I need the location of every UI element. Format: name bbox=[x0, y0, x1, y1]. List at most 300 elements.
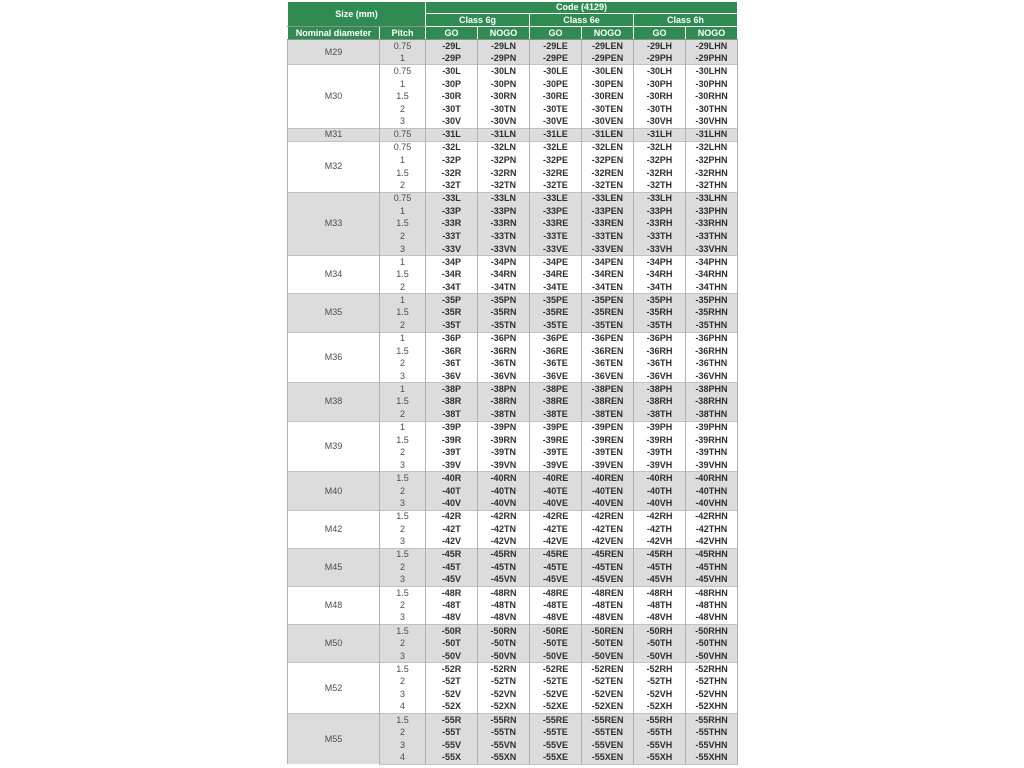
code-cell: -32TH bbox=[634, 179, 686, 192]
code-cell: -34PN bbox=[478, 256, 530, 269]
header-size-mm: Size (mm) bbox=[288, 2, 426, 27]
table-row bbox=[288, 65, 738, 78]
code-cell: -55XE bbox=[530, 752, 582, 765]
size-cell: M52 bbox=[288, 663, 380, 714]
pitch-cell: 2 bbox=[380, 357, 426, 370]
code-cell: -40RH bbox=[634, 472, 686, 485]
code-cell: -39VN bbox=[478, 459, 530, 472]
pitch-cell: 1.5 bbox=[380, 510, 426, 523]
code-cell: -52RH bbox=[634, 663, 686, 676]
code-cell: -30TN bbox=[478, 103, 530, 116]
code-cell: -32PN bbox=[478, 154, 530, 167]
pitch-cell: 3 bbox=[380, 459, 426, 472]
code-cell: -33LE bbox=[530, 192, 582, 205]
code-cell: -48T bbox=[426, 599, 478, 612]
code-cell: -48RE bbox=[530, 586, 582, 599]
code-cell: -39PN bbox=[478, 421, 530, 434]
code-cell: -30TH bbox=[634, 103, 686, 116]
code-cell: -50R bbox=[426, 625, 478, 638]
code-cell: -55TH bbox=[634, 726, 686, 739]
code-cell: -45VHN bbox=[686, 574, 738, 587]
code-cell: -30L bbox=[426, 65, 478, 78]
code-cell: -33VH bbox=[634, 243, 686, 256]
code-cell: -29PN bbox=[478, 52, 530, 65]
code-cell: -33VEN bbox=[582, 243, 634, 256]
pitch-cell: 1 bbox=[380, 421, 426, 434]
code-cell: -45VEN bbox=[582, 574, 634, 587]
code-cell: -55V bbox=[426, 739, 478, 752]
pitch-cell: 1.5 bbox=[380, 345, 426, 358]
pitch-cell: 2 bbox=[380, 485, 426, 498]
pitch-cell: 1.5 bbox=[380, 90, 426, 103]
code-cell: -48REN bbox=[582, 586, 634, 599]
code-cell: -36PE bbox=[530, 332, 582, 345]
code-cell: -31LN bbox=[478, 129, 530, 142]
code-cell: -39RH bbox=[634, 434, 686, 447]
code-cell: -36VEN bbox=[582, 370, 634, 383]
code-cell: -35RE bbox=[530, 307, 582, 320]
pitch-cell: 1.5 bbox=[380, 472, 426, 485]
pitch-cell: 3 bbox=[380, 739, 426, 752]
code-cell: -36VN bbox=[478, 370, 530, 383]
code-cell: -39RN bbox=[478, 434, 530, 447]
code-cell: -38PH bbox=[634, 383, 686, 396]
code-cell: -42TN bbox=[478, 523, 530, 536]
code-cell: -36REN bbox=[582, 345, 634, 358]
table-row bbox=[288, 294, 738, 307]
code-cell: -29L bbox=[426, 40, 478, 53]
code-cell: -42R bbox=[426, 510, 478, 523]
code-cell: -32T bbox=[426, 179, 478, 192]
code-cell: -55XEN bbox=[582, 752, 634, 765]
code-cell: -50V bbox=[426, 650, 478, 663]
code-cell: -42VN bbox=[478, 536, 530, 549]
code-cell: -30VEN bbox=[582, 116, 634, 129]
code-cell: -33PE bbox=[530, 205, 582, 218]
code-cell: -33RN bbox=[478, 218, 530, 231]
code-cell: -32LE bbox=[530, 141, 582, 154]
code-cell: -52XHN bbox=[686, 701, 738, 714]
code-cell: -50VE bbox=[530, 650, 582, 663]
code-cell: -32THN bbox=[686, 179, 738, 192]
code-cell: -55TN bbox=[478, 726, 530, 739]
code-cell: -38REN bbox=[582, 396, 634, 409]
code-cell: -34RN bbox=[478, 268, 530, 281]
code-cell: -50RHN bbox=[686, 625, 738, 638]
code-cell: -32L bbox=[426, 141, 478, 154]
code-cell: -55XH bbox=[634, 752, 686, 765]
code-cell: -39T bbox=[426, 447, 478, 460]
code-cell: -30RN bbox=[478, 90, 530, 103]
code-cell: -32TE bbox=[530, 179, 582, 192]
table-row bbox=[288, 192, 738, 205]
pitch-cell: 3 bbox=[380, 116, 426, 129]
code-cell: -42VEN bbox=[582, 536, 634, 549]
table-row bbox=[288, 510, 738, 523]
pitch-cell: 3 bbox=[380, 574, 426, 587]
code-cell: -30LN bbox=[478, 65, 530, 78]
code-cell: -34REN bbox=[582, 268, 634, 281]
pitch-cell: 1 bbox=[380, 383, 426, 396]
code-cell: -55TEN bbox=[582, 726, 634, 739]
code-cell: -48TEN bbox=[582, 599, 634, 612]
code-cell: -39REN bbox=[582, 434, 634, 447]
pitch-cell: 2 bbox=[380, 726, 426, 739]
code-cell: -52TN bbox=[478, 675, 530, 688]
pitch-cell: 1 bbox=[380, 256, 426, 269]
table-row bbox=[288, 586, 738, 599]
code-cell: -35PH bbox=[634, 294, 686, 307]
code-cell: -33P bbox=[426, 205, 478, 218]
header-pitch: Pitch bbox=[380, 27, 426, 40]
code-cell: -32PE bbox=[530, 154, 582, 167]
code-cell: -50REN bbox=[582, 625, 634, 638]
code-cell: -55THN bbox=[686, 726, 738, 739]
pitch-cell: 0.75 bbox=[380, 129, 426, 142]
code-cell: -35R bbox=[426, 307, 478, 320]
code-cell: -48VE bbox=[530, 612, 582, 625]
code-cell: -33VN bbox=[478, 243, 530, 256]
pitch-cell: 4 bbox=[380, 701, 426, 714]
code-cell: -48TE bbox=[530, 599, 582, 612]
code-cell: -42RHN bbox=[686, 510, 738, 523]
code-cell: -32REN bbox=[582, 167, 634, 180]
code-cell: -31L bbox=[426, 129, 478, 142]
code-cell: -48V bbox=[426, 612, 478, 625]
header-go-6e: GO bbox=[530, 27, 582, 40]
code-cell: -50TE bbox=[530, 637, 582, 650]
code-cell: -33T bbox=[426, 230, 478, 243]
code-cell: -40VE bbox=[530, 497, 582, 510]
code-cell: -55XHN bbox=[686, 752, 738, 765]
code-cell: -30LH bbox=[634, 65, 686, 78]
code-cell: -36V bbox=[426, 370, 478, 383]
code-cell: -39RHN bbox=[686, 434, 738, 447]
code-cell: -52XE bbox=[530, 701, 582, 714]
code-cell: -31LH bbox=[634, 129, 686, 142]
code-cell: -30PEN bbox=[582, 78, 634, 91]
code-cell: -45TE bbox=[530, 561, 582, 574]
code-cell: -30VE bbox=[530, 116, 582, 129]
code-cell: -32TEN bbox=[582, 179, 634, 192]
table-row bbox=[288, 714, 738, 727]
code-cell: -33TN bbox=[478, 230, 530, 243]
code-cell: -42RN bbox=[478, 510, 530, 523]
code-cell: -48RH bbox=[634, 586, 686, 599]
code-cell: -55VE bbox=[530, 739, 582, 752]
code-cell: -45RH bbox=[634, 548, 686, 561]
code-cell: -30THN bbox=[686, 103, 738, 116]
pitch-cell: 1.5 bbox=[380, 268, 426, 281]
code-cell: -38RH bbox=[634, 396, 686, 409]
code-cell: -30P bbox=[426, 78, 478, 91]
code-cell: -36RH bbox=[634, 345, 686, 358]
code-cell: -36TEN bbox=[582, 357, 634, 370]
code-cell: -39RE bbox=[530, 434, 582, 447]
header-go-6g: GO bbox=[426, 27, 478, 40]
code-cell: -30PE bbox=[530, 78, 582, 91]
code-cell: -38THN bbox=[686, 408, 738, 421]
pitch-cell: 3 bbox=[380, 370, 426, 383]
code-cell: -30TEN bbox=[582, 103, 634, 116]
code-cell: -50TH bbox=[634, 637, 686, 650]
code-cell: -50VN bbox=[478, 650, 530, 663]
code-cell: -30LEN bbox=[582, 65, 634, 78]
code-cell: -45TN bbox=[478, 561, 530, 574]
code-cell: -34R bbox=[426, 268, 478, 281]
pitch-cell: 2 bbox=[380, 230, 426, 243]
code-cell: -30LE bbox=[530, 65, 582, 78]
code-cell: -36RE bbox=[530, 345, 582, 358]
code-cell: -55R bbox=[426, 714, 478, 727]
code-cell: -32RN bbox=[478, 167, 530, 180]
code-cell: -33VHN bbox=[686, 243, 738, 256]
code-cell: -52THN bbox=[686, 675, 738, 688]
table-row bbox=[288, 421, 738, 434]
pitch-cell: 0.75 bbox=[380, 40, 426, 53]
code-cell: -36THN bbox=[686, 357, 738, 370]
code-cell: -36T bbox=[426, 357, 478, 370]
code-cell: -55RHN bbox=[686, 714, 738, 727]
code-cell: -33LH bbox=[634, 192, 686, 205]
code-cell: -45T bbox=[426, 561, 478, 574]
code-cell: -55REN bbox=[582, 714, 634, 727]
code-cell: -48TH bbox=[634, 599, 686, 612]
code-cell: -36VHN bbox=[686, 370, 738, 383]
code-cell: -45THN bbox=[686, 561, 738, 574]
code-cell: -52RHN bbox=[686, 663, 738, 676]
code-cell: -48VEN bbox=[582, 612, 634, 625]
code-cell: -29P bbox=[426, 52, 478, 65]
code-cell: -35RN bbox=[478, 307, 530, 320]
code-cell: -33TE bbox=[530, 230, 582, 243]
code-cell: -31LHN bbox=[686, 129, 738, 142]
code-cell: -38P bbox=[426, 383, 478, 396]
code-cell: -42THN bbox=[686, 523, 738, 536]
code-cell: -34T bbox=[426, 281, 478, 294]
code-cell: -33PN bbox=[478, 205, 530, 218]
code-cell: -35PEN bbox=[582, 294, 634, 307]
pitch-cell: 2 bbox=[380, 675, 426, 688]
pitch-cell: 1 bbox=[380, 154, 426, 167]
pitch-cell: 2 bbox=[380, 408, 426, 421]
code-cell: -55VN bbox=[478, 739, 530, 752]
code-cell: -39PHN bbox=[686, 421, 738, 434]
code-cell: -38RN bbox=[478, 396, 530, 409]
code-cell: -35PN bbox=[478, 294, 530, 307]
code-cell: -42TEN bbox=[582, 523, 634, 536]
code-cell: -33THN bbox=[686, 230, 738, 243]
size-cell: M36 bbox=[288, 332, 380, 383]
table-row bbox=[288, 663, 738, 676]
code-cell: -45VH bbox=[634, 574, 686, 587]
code-cell: -55X bbox=[426, 752, 478, 765]
size-cell: M40 bbox=[288, 472, 380, 510]
code-cell: -52TH bbox=[634, 675, 686, 688]
code-cell: -29LHN bbox=[686, 40, 738, 53]
code-cell: -40TEN bbox=[582, 485, 634, 498]
pitch-cell: 1 bbox=[380, 294, 426, 307]
code-cell: -31LE bbox=[530, 129, 582, 142]
code-cell: -34TE bbox=[530, 281, 582, 294]
header-go-6h: GO bbox=[634, 27, 686, 40]
code-cell: -38RE bbox=[530, 396, 582, 409]
table-row bbox=[288, 548, 738, 561]
code-cell: -32TN bbox=[478, 179, 530, 192]
header-class-6h: Class 6h bbox=[634, 14, 738, 27]
code-cell: -30LHN bbox=[686, 65, 738, 78]
code-cell: -30PH bbox=[634, 78, 686, 91]
size-cell: M38 bbox=[288, 383, 380, 421]
code-cell: -50VEN bbox=[582, 650, 634, 663]
code-cell: -52VN bbox=[478, 688, 530, 701]
pitch-cell: 0.75 bbox=[380, 141, 426, 154]
code-cell: -32RE bbox=[530, 167, 582, 180]
code-cell: -30RE bbox=[530, 90, 582, 103]
code-cell: -33TEN bbox=[582, 230, 634, 243]
code-cell: -52TEN bbox=[582, 675, 634, 688]
code-cell: -35PE bbox=[530, 294, 582, 307]
code-cell: -39V bbox=[426, 459, 478, 472]
size-cell: M35 bbox=[288, 294, 380, 332]
code-cell: -30R bbox=[426, 90, 478, 103]
code-cell: -35RH bbox=[634, 307, 686, 320]
code-cell: -32LH bbox=[634, 141, 686, 154]
code-cell: -50TN bbox=[478, 637, 530, 650]
size-cell: M29 bbox=[288, 40, 380, 65]
code-cell: -52RN bbox=[478, 663, 530, 676]
code-cell: -35T bbox=[426, 319, 478, 332]
code-cell: -30T bbox=[426, 103, 478, 116]
header-nominal-diameter: Nominal diameter bbox=[288, 27, 380, 40]
code-cell: -52VEN bbox=[582, 688, 634, 701]
code-cell: -40REN bbox=[582, 472, 634, 485]
code-cell: -52VE bbox=[530, 688, 582, 701]
code-cell: -39P bbox=[426, 421, 478, 434]
header-nogo-6g: NOGO bbox=[478, 27, 530, 40]
code-cell: -29LE bbox=[530, 40, 582, 53]
code-cell: -42T bbox=[426, 523, 478, 536]
code-cell: -32RHN bbox=[686, 167, 738, 180]
code-cell: -32LN bbox=[478, 141, 530, 154]
code-cell: -35PHN bbox=[686, 294, 738, 307]
code-cell: -36R bbox=[426, 345, 478, 358]
code-cell: -33TH bbox=[634, 230, 686, 243]
code-cell: -45VN bbox=[478, 574, 530, 587]
code-cell: -34TH bbox=[634, 281, 686, 294]
code-cell: -30RH bbox=[634, 90, 686, 103]
code-cell: -40RN bbox=[478, 472, 530, 485]
code-cell: -30PN bbox=[478, 78, 530, 91]
pitch-cell: 2 bbox=[380, 319, 426, 332]
code-cell: -33RH bbox=[634, 218, 686, 231]
code-cell: -30RHN bbox=[686, 90, 738, 103]
code-cell: -55VHN bbox=[686, 739, 738, 752]
code-cell: -36VE bbox=[530, 370, 582, 383]
size-cell: M30 bbox=[288, 65, 380, 129]
code-cell: -30REN bbox=[582, 90, 634, 103]
pitch-cell: 1.5 bbox=[380, 396, 426, 409]
code-cell: -29PE bbox=[530, 52, 582, 65]
pitch-cell: 1 bbox=[380, 205, 426, 218]
code-cell: -39VH bbox=[634, 459, 686, 472]
code-cell: -38PHN bbox=[686, 383, 738, 396]
pitch-cell: 2 bbox=[380, 103, 426, 116]
code-cell: -45VE bbox=[530, 574, 582, 587]
pitch-cell: 2 bbox=[380, 523, 426, 536]
code-cell: -36RN bbox=[478, 345, 530, 358]
code-cell: -34RHN bbox=[686, 268, 738, 281]
code-cell: -30VHN bbox=[686, 116, 738, 129]
code-cell: -42VH bbox=[634, 536, 686, 549]
code-cell: -35THN bbox=[686, 319, 738, 332]
code-cell: -40T bbox=[426, 485, 478, 498]
thread-gauge-code-table bbox=[287, 1, 738, 765]
code-cell: -33RHN bbox=[686, 218, 738, 231]
size-cell: M32 bbox=[288, 141, 380, 192]
code-cell: -40VHN bbox=[686, 497, 738, 510]
code-cell: -32P bbox=[426, 154, 478, 167]
code-cell: -39VEN bbox=[582, 459, 634, 472]
code-cell: -42TE bbox=[530, 523, 582, 536]
code-cell: -33RE bbox=[530, 218, 582, 231]
table-row bbox=[288, 332, 738, 345]
code-cell: -48VH bbox=[634, 612, 686, 625]
pitch-cell: 1.5 bbox=[380, 714, 426, 727]
code-cell: -33L bbox=[426, 192, 478, 205]
pitch-cell: 2 bbox=[380, 561, 426, 574]
code-cell: -36TH bbox=[634, 357, 686, 370]
code-cell: -52T bbox=[426, 675, 478, 688]
code-cell: -33VE bbox=[530, 243, 582, 256]
code-cell: -42V bbox=[426, 536, 478, 549]
code-cell: -29PH bbox=[634, 52, 686, 65]
pitch-cell: 3 bbox=[380, 243, 426, 256]
code-cell: -45R bbox=[426, 548, 478, 561]
code-cell: -34P bbox=[426, 256, 478, 269]
code-cell: -38RHN bbox=[686, 396, 738, 409]
size-cell: M48 bbox=[288, 586, 380, 624]
code-cell: -40RHN bbox=[686, 472, 738, 485]
pitch-cell: 2 bbox=[380, 637, 426, 650]
code-cell: -31LEN bbox=[582, 129, 634, 142]
code-cell: -38TE bbox=[530, 408, 582, 421]
code-cell: -45RHN bbox=[686, 548, 738, 561]
code-cell: -39TN bbox=[478, 447, 530, 460]
code-cell: -48R bbox=[426, 586, 478, 599]
code-cell: -32PH bbox=[634, 154, 686, 167]
code-cell: -36PHN bbox=[686, 332, 738, 345]
code-cell: -42VHN bbox=[686, 536, 738, 549]
code-cell: -40TH bbox=[634, 485, 686, 498]
code-cell: -55XN bbox=[478, 752, 530, 765]
code-cell: -48VN bbox=[478, 612, 530, 625]
code-cell: -35RHN bbox=[686, 307, 738, 320]
pitch-cell: 0.75 bbox=[380, 65, 426, 78]
table-row bbox=[288, 383, 738, 396]
code-cell: -35P bbox=[426, 294, 478, 307]
code-cell: -39TEN bbox=[582, 447, 634, 460]
code-cell: -35TEN bbox=[582, 319, 634, 332]
code-cell: -39PH bbox=[634, 421, 686, 434]
code-cell: -42RH bbox=[634, 510, 686, 523]
code-cell: -40TE bbox=[530, 485, 582, 498]
code-cell: -40V bbox=[426, 497, 478, 510]
code-cell: -52VH bbox=[634, 688, 686, 701]
pitch-cell: 0.75 bbox=[380, 192, 426, 205]
code-cell: -55TE bbox=[530, 726, 582, 739]
code-cell: -45TH bbox=[634, 561, 686, 574]
